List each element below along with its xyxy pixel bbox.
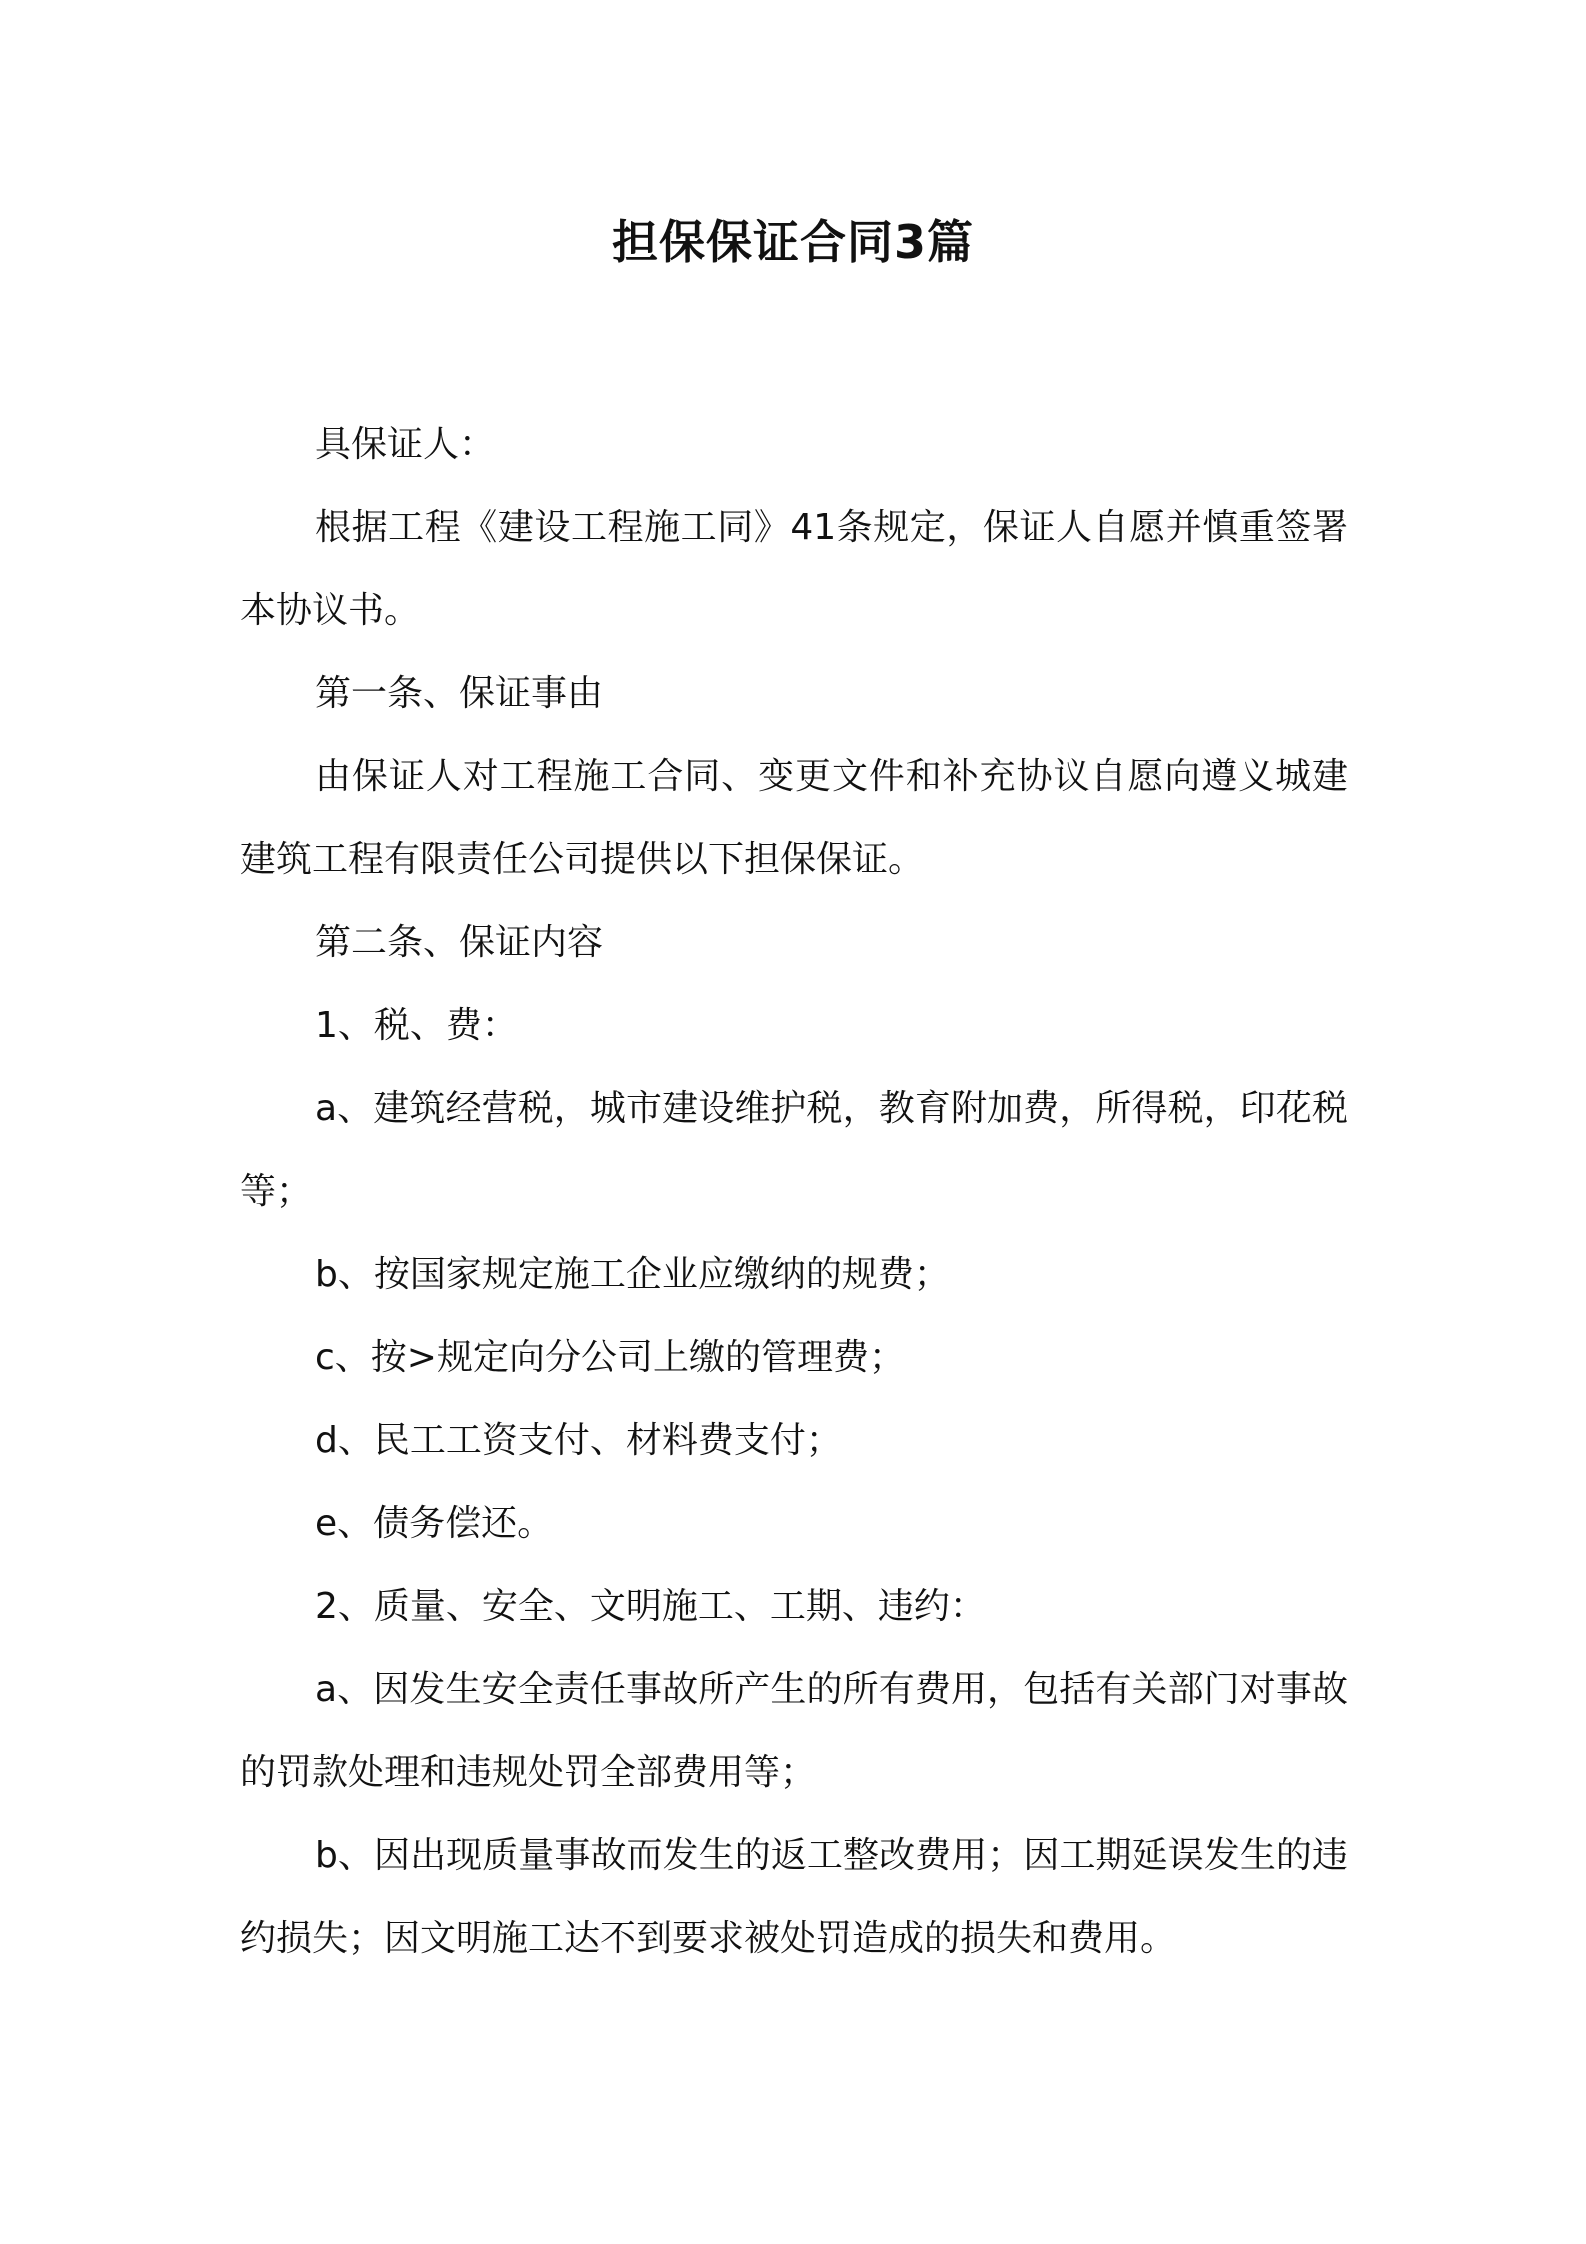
list-item-quality-b: b、因出现质量事故而发生的返工整改费用；因工期延误发生的违约损失；因文明施工达不到要求被处罚造成的损失和费用。 [240, 1835, 1348, 1959]
paragraph-guarantor-header: 具保证人： [315, 424, 496, 465]
list-item-quality-a: a、因发生安全责任事故所产生的所有费用，包括有关部门对事故的罚款处理和违规处罚全部费用等； [240, 1669, 1348, 1793]
section-heading-2: 第二条、保证内容 [315, 922, 604, 963]
document-title: 担保保证合同3篇 [611, 215, 974, 269]
list-item-taxes-b: b、按国家规定施工企业应缴纳的规费； [315, 1254, 950, 1295]
paragraph-guarantee-reason: 由保证人对工程施工合同、变更文件和补充协议自愿向遵义城建建筑工程有限责任公司提供以下担保保证。 [240, 756, 1348, 880]
list-heading-taxes: 1、税、费： [315, 1005, 518, 1046]
list-item-taxes-a: a、建筑经营税，城市建设维护税，教育附加费，所得税，印花税等； [240, 1088, 1348, 1212]
list-item-taxes-c: c、按>规定向分公司上缴的管理费； [315, 1337, 905, 1378]
list-item-taxes-e: e、债务偿还。 [315, 1503, 554, 1544]
list-heading-quality: 2、质量、安全、文明施工、工期、违约： [315, 1586, 986, 1627]
document-body [240, 403, 1348, 1980]
section-heading-1: 第一条、保证事由 [315, 673, 604, 714]
paragraph-intro: 根据工程《建设工程施工同》41条规定，保证人自愿并慎重签署本协议书。 [240, 507, 1348, 631]
list-item-taxes-d: d、民工工资支付、材料费支付； [315, 1420, 842, 1461]
